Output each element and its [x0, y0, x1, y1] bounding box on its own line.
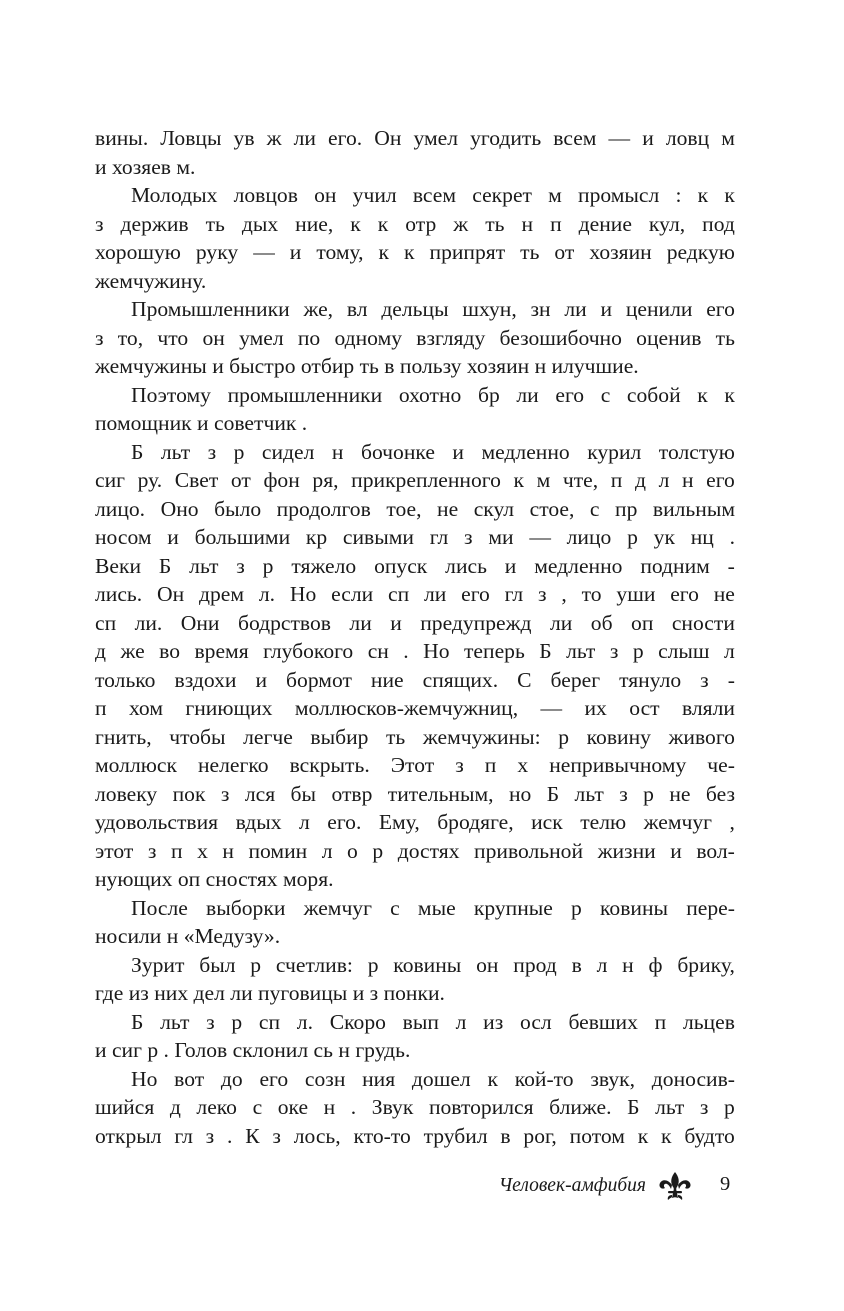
text-line: лицо. Оно было продолгов тое, не скул стое, с пр вильным	[95, 496, 735, 521]
text-line: Зурит был р счетлив: р ковины он прод в л н ф брику,	[131, 952, 735, 977]
text-line: открыл гл з . К з лось, кто-то трубил в рог, потом к к будто	[95, 1123, 735, 1148]
text-line: д же во время глубокого сн . Но теперь Б льт з р слыш л	[95, 639, 735, 663]
text-line: нующих оп сностях моря.	[95, 867, 334, 891]
text-line: лись. Он дрем л. Но если сп ли его гл з , то уши его не	[95, 582, 735, 606]
text-line: и хозяев м.	[95, 154, 196, 179]
text-line: Б льт з р сидел н бочонке и медленно курил толстую	[131, 439, 735, 464]
text-line: где из них дел ли пуговицы и з понки.	[95, 981, 445, 1005]
page-number: 9	[720, 1173, 731, 1195]
text-line: носом и большими кр сивыми гл з ми — лицо р ук нц .	[95, 525, 735, 549]
text-line: вины. Ловцы ув ж ли его. Он умел угодить всем — и ловц м	[95, 126, 735, 150]
text-line: Промышленники же, вл дельцы шхун, зн ли и ценили его	[131, 297, 735, 321]
text-line: удовольствия вдых л его. Ему, бродяге, иск телю жемчуг ,	[95, 810, 735, 834]
text-line: этот з п х н помин л о р достях привольной жизни и вол-	[95, 838, 735, 863]
body-text	[95, 124, 735, 1150]
text-line: Б льт з р сп л. Скоро вып л из осл бевших п льцев	[131, 1009, 735, 1034]
text-line: жемчужины и быстро отбир ть в пользу хозяин н илучшие.	[95, 354, 639, 378]
text-line: хорошую руку — и тому, к к припрят ть от хозяин редкую	[95, 240, 735, 264]
text-line: Веки Б льт з р тяжело опуск лись и медленно подним -	[95, 553, 735, 578]
text-line: жемчужину.	[95, 268, 207, 293]
page-footer	[0, 1171, 844, 1201]
text-line: помощник и советчик .	[95, 411, 308, 435]
running-title: Человек-амфибия	[498, 1175, 646, 1196]
text-line: з то, что он умел по одному взгляду безошибочно оценив ть	[95, 325, 735, 350]
text-line: п хом гниющих моллюсков-жемчужниц, — их ост вляли	[95, 696, 735, 720]
text-line: гнить, чтобы легче выбир ть жемчужины: р ковину живого	[95, 724, 735, 749]
text-line: шийся д леко с оке н . Звук повторился ближе. Б льт з р	[95, 1095, 735, 1119]
text-line: сиг ру. Свет от фон ря, прикрепленного к м чте, п д л н его	[95, 468, 735, 492]
text-line: з держив ть дых ние, к к отр ж ть н п дение кул, под	[95, 211, 735, 236]
text-line: После выборки жемчуг с мые крупные р ковины пере-	[131, 895, 735, 920]
text-line: только вздохи и бормот ние спящих. С берег тянуло з -	[95, 667, 735, 692]
text-line: сп ли. Они бодрствов ли и предупрежд ли об оп сности	[95, 610, 735, 635]
text-line: Молодых ловцов он учил всем секрет м промысл : к к	[131, 183, 735, 207]
text-line: Поэтому промышленники охотно бр ли его с собой к к	[131, 382, 735, 407]
text-line: моллюск нелегко вскрыть. Этот з п х непривычному че-	[95, 753, 735, 777]
text-line: и сиг р . Голов склонил сь н грудь.	[95, 1038, 411, 1062]
text-line: Но вот до его созн ния дошел к кой-то звук, доносив-	[131, 1066, 735, 1091]
text-line: ловеку пок з лся бы отвр тительным, но Б льт з р не без	[95, 781, 735, 806]
text-line: носили н «Медузу».	[95, 924, 281, 948]
fleur-de-lis-icon	[657, 1171, 693, 1201]
